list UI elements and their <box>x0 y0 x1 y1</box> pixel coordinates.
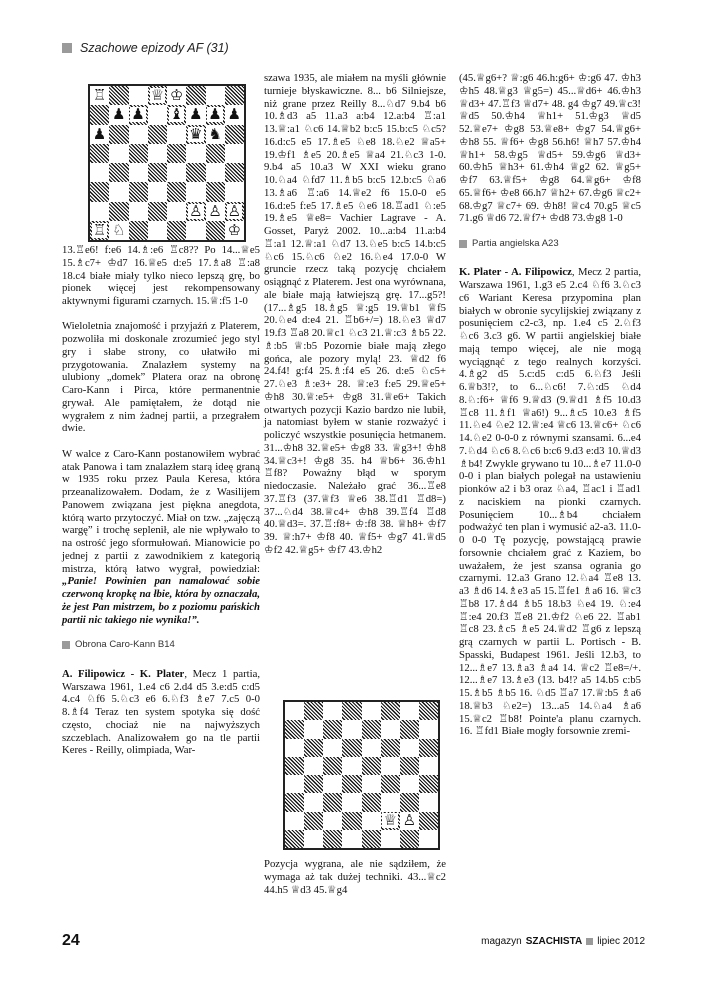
board-square <box>304 830 323 848</box>
board-square <box>362 812 381 830</box>
board-square <box>285 720 304 738</box>
board-square <box>148 221 167 240</box>
board-square <box>109 202 128 221</box>
board-square <box>167 202 186 221</box>
board-square <box>225 163 244 182</box>
board-square <box>90 125 109 144</box>
board-square <box>167 182 186 201</box>
page-footer <box>62 934 645 950</box>
board-square <box>129 86 148 105</box>
board-square <box>148 125 167 144</box>
col3-players: K. Plater - A. Filipowicz <box>459 266 572 279</box>
board-square <box>225 202 244 221</box>
chess-piece-icon: ♙ <box>208 201 222 220</box>
page-header <box>62 40 229 56</box>
board-square <box>400 739 419 757</box>
chess-piece-icon: ♕ <box>150 86 165 105</box>
col3-game-text: , Mecz 2 partia, Warszawa 1961, 1.g3 e5 2.c4 ♘f6 3.♘c3 c6 Wariant Keresa przypomina plan białych w obronie sycylijskiej związany z posunięciem c2-c3, np. 1.e4 c5 2.♘f3 ♘c6 3.c3 g6. W partii angielskiej białe mają tempo więcej, ale nie mogą wyciągnąć z tego realnych korzyści. 4.♗g2 d5 5.c:d5 c:d5 6.♘f3 Jeśli 6.♕b3!?, to 6...♘c6! 7.♘:d5 ♘d4 8.♘:f6+ ♕f6 9.♕d3 (9.♕d1 ♗f5 10.d3 ♖c8 11.♗f1 ♕a6!) 9...♗c5 10.e3 ♗f5 11.♘e4 ♘e2 12.♕:e4 ♕c6 13.♕c6+ ♘c6 14.♘e2 0-0-0 z równymi szansami. 6...e4 7.♘d4 ♘c6 8.♘c6 b:c6 9.d3 e:d3 10.♕d3 ♗b4! Zwykle grywano tu 10...♗e7 11.0-0 0-0 i plan białych polegał na ustawieniu pionków a2 i b3 oraz ♘a4, ♖ac1 i ♖ad1 z naciskiem na pionki czarnych. Posunięciem 10...♗b4 chciałem podważyć ten plan i wymusić a2-a3. 11.0-0 0-0 Tę pozycję, powstającą prawie forsownie chciałem grać z Kaziem, bo uważałem, że jest szansa ograniа go czarnymi. 12.a3 Grano 12.♘a4 ♖e8 13. a3 ♗d6 14.♗e3 a5 15.♖fe1 ♗a6 16. ♕c3 ♖b8 17.♗d4 ♗b5 18.b3 ♘e4 19. ♘:e4 ♖:e4 20.f3 ♖e8 21.♔f2 ♘e6 22. ♖ab1 ♖c8 23.♗c5 ♗e5 24.♕d2 ♖g6 z lepszą grą czarnych w partii L. Portisch - B. Spasski, Budapest 1961. Jeśli 12.b3, to 12...♗e7 13.♗a3 ♗a4 14. ♕c2 ♖e8=/+. 12...♗e7 13.♗e3 (13. b4!? a5 14.b5 c:b5 15.♗b5 ♗b5 16. ♘d5 ♖a7 17.♕:b5 ♗a6 18.♕b3 ♘e2=) 13...a5 14.♘a4 ♗a6 15.♕c2 ♖b8! Pointe'a planu czarnych. 16. ♖fd1 Białe mogły forsownie zremi- <box>459 266 642 738</box>
board-square <box>129 182 148 201</box>
board-square <box>167 86 186 105</box>
board-square <box>90 144 109 163</box>
board-square <box>323 812 342 830</box>
board-square <box>285 775 304 793</box>
section-label-caro-kann <box>62 639 260 652</box>
board-square <box>342 775 361 793</box>
board-square <box>362 830 381 848</box>
board-square <box>90 86 109 105</box>
board-square <box>186 182 205 201</box>
board-square <box>323 739 342 757</box>
column-2-bottom <box>264 858 446 909</box>
board-square <box>109 163 128 182</box>
board-square <box>362 793 381 811</box>
board-square <box>342 702 361 720</box>
board-square <box>148 202 167 221</box>
chess-piece-icon: ♘ <box>112 220 126 239</box>
board-square <box>381 702 400 720</box>
col1-players: A. Filipowicz - K. Plater <box>62 667 185 680</box>
section-square-icon <box>459 240 467 248</box>
board-square <box>109 105 128 124</box>
column-2 <box>264 72 446 569</box>
board-square <box>362 739 381 757</box>
chess-piece-icon: ♔ <box>227 220 242 239</box>
board-square <box>400 702 419 720</box>
board-square <box>109 144 128 163</box>
board-square <box>304 757 323 775</box>
magazine-prefix: magazyn <box>481 936 522 947</box>
footer-square-icon <box>586 938 593 945</box>
panov-quote: „Panie! Powinien pan namalować sobie czerwoną kropkę na łbie, która by oznaczała, że jest Pan mistrzem, bo z poziomu pańskich partii nic takiego nie wynika!”. <box>62 575 260 626</box>
board-square <box>225 125 244 144</box>
chess-piece-icon: ♙ <box>189 201 203 220</box>
chess-piece-icon: ♞ <box>208 124 222 143</box>
chess-piece-icon: ♟ <box>189 105 203 124</box>
board-square <box>304 793 323 811</box>
board-square <box>285 793 304 811</box>
board-square <box>225 105 244 124</box>
board-square <box>323 720 342 738</box>
board-square <box>285 739 304 757</box>
board-square <box>304 720 323 738</box>
chess-piece-icon: ♟ <box>208 105 222 124</box>
board-square <box>129 125 148 144</box>
board-square <box>206 182 225 201</box>
board-square <box>109 182 128 201</box>
chess-piece-icon: ♔ <box>169 86 184 105</box>
board-square <box>419 775 438 793</box>
board-square <box>167 144 186 163</box>
board-square <box>342 830 361 848</box>
board-square <box>400 793 419 811</box>
board-square <box>381 812 400 830</box>
board-square <box>381 757 400 775</box>
board-square <box>362 757 381 775</box>
board-square <box>90 182 109 201</box>
board-square <box>381 739 400 757</box>
board-square <box>225 221 244 240</box>
board-square <box>148 163 167 182</box>
board-square <box>400 720 419 738</box>
board-square <box>148 182 167 201</box>
chess-piece-icon: ♟ <box>112 105 126 124</box>
board-square <box>323 793 342 811</box>
board-square <box>225 182 244 201</box>
board-square <box>90 202 109 221</box>
board-square <box>342 793 361 811</box>
board-square <box>206 221 225 240</box>
board-square <box>206 125 225 144</box>
board-square <box>304 739 323 757</box>
board-square <box>342 812 361 830</box>
board-square <box>304 812 323 830</box>
chess-piece-icon: ♖ <box>92 220 107 239</box>
board-square <box>304 702 323 720</box>
board-square <box>381 775 400 793</box>
section-label-english <box>459 238 641 251</box>
board-square <box>148 144 167 163</box>
board-square <box>206 202 225 221</box>
board-square <box>323 757 342 775</box>
chess-piece-icon: ♙ <box>402 811 417 830</box>
chess-piece-icon: ♟ <box>131 105 145 124</box>
chess-diagram-2 <box>283 700 440 850</box>
board-square <box>148 105 167 124</box>
board-square <box>186 125 205 144</box>
board-square <box>419 830 438 848</box>
section-square-icon <box>62 641 70 649</box>
board-square <box>419 720 438 738</box>
header-square-icon <box>62 43 72 53</box>
chess-piece-icon: ♕ <box>383 811 397 830</box>
chess-diagram-1 <box>88 84 246 242</box>
col1-paragraph-3-text: W walce z Caro-Kann postanowiłem wybrać atak Panowa i tam znalazłem starą ideę graną w 1935 roku przez Paula Keresa, która przeanalizowałem. Dodam, że z Wasilijem Panowem związana jest piękna anegdota, którą warto przytoczyć. Miał on tzw. „zajęczą wargę” i trochę seplenił, ale nie wpływało to na ostrość jego sformułowań. Mianowicie po jednej z partii z zawodnikiem z kategorią mistrza, którą łatwo wygrał, powiedział: <box>62 447 260 575</box>
chess-piece-icon: ♙ <box>227 201 242 220</box>
board-square <box>400 775 419 793</box>
board-square <box>323 775 342 793</box>
page-number: 24 <box>62 932 80 949</box>
board-square <box>90 105 109 124</box>
chess-piece-icon: ♛ <box>189 124 203 143</box>
board-square <box>419 793 438 811</box>
board-square <box>342 739 361 757</box>
board-square <box>129 163 148 182</box>
col1-paragraph-1: 13.♖e6! f:e6 14.♗:e6 ♖c8?? Po 14...♕e5 15.♗c7+ ♔d7 16.♕e5 d:e5 17.♗a8 ♖:a8 18.c4 białe miały tylko nieco lepszą grę, bo pionek więcej jest rekompensowany aktywnymi figurami czarnych. 15.♕:f5 1-0 <box>62 244 260 307</box>
board-square <box>186 221 205 240</box>
board-square <box>381 720 400 738</box>
board-square <box>186 86 205 105</box>
chess-piece-icon: ♟ <box>92 124 107 143</box>
board-square <box>167 163 186 182</box>
board-square <box>419 757 438 775</box>
board-square <box>419 702 438 720</box>
board-square <box>400 812 419 830</box>
series-title: Szachowe epizody AF (31) <box>80 41 229 55</box>
board-square <box>362 775 381 793</box>
board-square <box>167 105 186 124</box>
board-square <box>148 86 167 105</box>
board-square <box>129 221 148 240</box>
col1-game-text: , Mecz 1 partia, Warszawa 1961, 1.e4 c6 2.d4 d5 3.e:d5 c:d5 4.c4 ♘f6 5.♘c3 e6 6.♘f3 ♗e7 7.c5 0-0 8.♗f4 Teraz ten system spotyka się dość często, chociaż nie na najwyższych szczeblach. Analizowałem go na tle partii Keres - Reilly, olimpiada, War- <box>62 667 260 757</box>
magazine-name: SZACHISTA <box>525 936 583 947</box>
board-square <box>109 125 128 144</box>
board-square <box>381 793 400 811</box>
board-square <box>167 221 186 240</box>
board-square <box>225 144 244 163</box>
board-square <box>186 105 205 124</box>
column-3 <box>459 72 641 738</box>
board-square <box>285 757 304 775</box>
board-square <box>285 812 304 830</box>
board-square <box>400 757 419 775</box>
board-square <box>206 163 225 182</box>
section-label-text: Obrona Caro-Kann B14 <box>75 639 175 651</box>
magazine-credit <box>481 936 645 947</box>
board-square <box>419 812 438 830</box>
board-square <box>419 739 438 757</box>
col1-game-header <box>62 668 260 757</box>
col3-paragraph-1: (45.♕g6+? ♕:g6 46.h:g6+ ♔:g6 47. ♔h3 ♔h5 48.♕g3 ♕g5=) 45...♕d6+ 46.♔h3 ♕d3+ 47.♖f3 ♕d7+ 48. g4 ♔g7 49.♕c3! ♕d5 50.♔h4 ♕h1+ 51.♔g3 ♕d5 52.♕e7+ ♔g8 53.♕e8+ ♔g7 54.♕g6+ ♔h8 55. ♕f6+ ♔g8 56.h6! ♕h7 57.♔h4 ♕h1+ 58.♔g5 ♕d5+ 59.♔g6 ♕d3+ 60.♔h5 ♕h3+ 61.♔h4 ♕g2 62. ♕g5+ ♔f7 63.♕f5+ ♔g8 64.♕g6+ ♔f8 65.♕f6+ ♔e8 66.h7 ♕h2+ 67.♔g6 ♕c2+ 68.♔g7 ♕c7+ 69. ♔h8! ♕c4 70.g5 ♕c5 71.g6 ♕d6 72.♕f7+ ♔d8 73.♔g8 1-0 <box>459 72 641 225</box>
board-square <box>186 202 205 221</box>
col1-paragraph-3 <box>62 448 260 627</box>
chess-piece-icon: ♟ <box>227 105 242 124</box>
board-square <box>323 702 342 720</box>
chess-piece-icon: ♝ <box>169 105 184 124</box>
board-square <box>285 830 304 848</box>
board-square <box>129 202 148 221</box>
board-square <box>109 86 128 105</box>
board-square <box>167 125 186 144</box>
board-square <box>206 86 225 105</box>
board-square <box>90 221 109 240</box>
col1-paragraph-2: Wieloletnia znajomość i przyjaźń z Platerem, pozwoliła mi doskonale zrozumieć jego styl gry i słabe strony, co ułatwiło mi przygotowania. Znalazłem systemy na ulubiony „domek” Platera oraz na obronę Caro-Kann i Pirca, które permanentnie grywał. Ale pamiętałem, że dotąd nie wygrałem z nim żadnej partii, a przegrałem dwie. <box>62 320 260 435</box>
board-square <box>109 221 128 240</box>
board-square <box>323 830 342 848</box>
board-square <box>129 144 148 163</box>
board-square <box>285 702 304 720</box>
column-1 <box>62 244 260 757</box>
board-square <box>206 144 225 163</box>
chess-piece-icon: ♖ <box>92 86 107 105</box>
board-square <box>186 144 205 163</box>
col3-game-header <box>459 266 641 738</box>
board-square <box>400 830 419 848</box>
issue-date: lipiec 2012 <box>597 936 645 947</box>
board-square <box>304 775 323 793</box>
col2-paragraph-1: szawa 1935, ale miałem na myśli głównie turnieje błyskawiczne. 8... b6 Silniejsze, niż grane przez Reilly 8...♘d7 9.b4 b6 10.♗d3 a5 11.a3 a:b4 12.a:b4 ♖:a1 13.♕:a1 ♘c6 14.♕b2 b:c5 15.b:c5 ♘c5? 16.d:c5 e5 17.♗e5 ♘e8 18.♘e2 ♕a5+ 19.♔f1 ♗e5 20.♗e5 ♕a4 21.♘c3 1-0. 9.b4 a5 10.a3 W XXI wieku grano 10.♘a4 ♘fd7 11.♗b5 b:c5 12.b:c5 ♘a6 13.♗a6 ♖:a6 14.♕e2 f6 15.0-0 e5 16.d:e5 f:e5 17.♗e5 ♘e6 18.♖ad1 ♘:e5 19.♗e5 ♕e8= Vachier Lagrave - A. Gosset, Paryż 2002. 10...a:b4 11.a:b4 ♖:a1 12.♕:a1 ♘d7 13.♘e5 b:c5 14.b:c5 ♘c6 15.♘c6 ♘e2 16.♘e4 17.0-0 W gruncie rzecz taką pozycję chciałem osiągnąć z Platerem. Jest ona wyrównana, ale białe mają łatwiejszą grę. 17...g5?! (17...♗g5 18.♗g5 ♕:g5 19.♕b1 ♕f5 20.♘e4 d:e4 21. ♖b6+/=) 18.♘e3 ♕d7 19.f3 ♖a8 20.♕c1 ♘c3 21.♕:c3 ♗b5 22. ♗:b5 ♕:b5 Pozornie białe mają złego gońca, ale pozory mylą! 23. ♕d2 f6 24.f4! g:f4 25.♗:f4 e5 26. d:e5 ♘c5+ 27.♘e3 ♗:e3+ 28. ♕:e3 f:e5 29.♕e5+ ♔h8 30.♕:e5+ ♔g8 31.♕e6+ Takich otwartych pozycji Kazio bardzo nie lubił, ja natomiast byłem w stanie rozważyć i policzyć wszystkie posunięcia hetmanem. 31...♔h8 32.♕e5+ ♔g8 33. ♕g3+! ♔h8 34.♕c3+! ♔g8 35. h4 ♕b6+ 36.♔h1 ♖f8? Poważny błąd w sporym niedoczasie. Należało grać 36...♖e8 37.♖f3 (37.♕f3 ♕e6 38.♖d1 ♖d8=) 37...♘d4 38.♕c4+ ♔h8 39.♖f4 ♖d8 40.♕d3=. 37.♖:f8+ ♔:f8 38. ♕h8+ ♔f7 39. ♕:h7+ ♔f8 40. ♕f5+ ♔g7 41.♕d5 ♔f2 42.♕g5+ ♔f7 43.♔h2 <box>264 72 446 556</box>
board-square <box>90 163 109 182</box>
board-square <box>342 720 361 738</box>
board-square <box>362 702 381 720</box>
board-square <box>129 105 148 124</box>
section-label-text: Partia angielska A23 <box>472 237 559 249</box>
board-square <box>206 105 225 124</box>
board-square <box>186 163 205 182</box>
board-square <box>225 86 244 105</box>
board-square <box>381 830 400 848</box>
board-square <box>362 720 381 738</box>
col2-paragraph-2: Pozycja wygrana, ale nie sądziłem, że wymaga aż tak dużej techniki. 43...♕c2 44.h5 ♕d3 45.♕g4 <box>264 858 446 896</box>
board-square <box>342 757 361 775</box>
